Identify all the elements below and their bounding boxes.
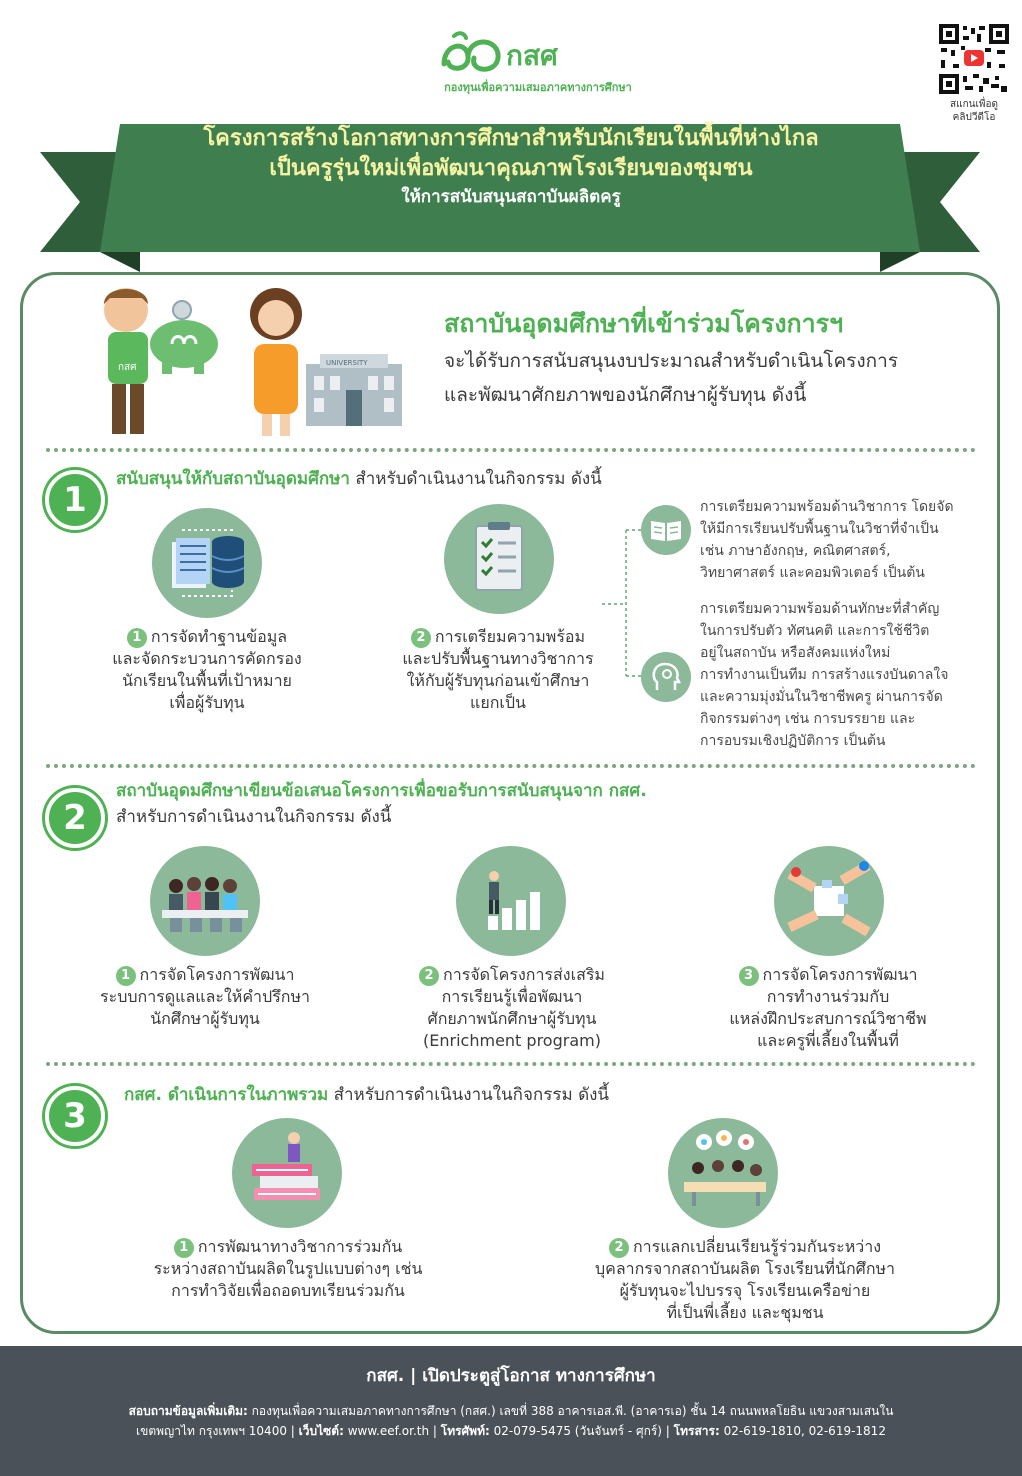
side-text-line: กิจกรรมต่างๆ เช่น การบรรยาย และ bbox=[700, 711, 916, 727]
section1-item1-caption bbox=[70, 626, 344, 714]
divider bbox=[46, 1062, 976, 1066]
intro-title: สถาบันอุดมศึกษาที่เข้าร่วมโครงการฯ bbox=[444, 309, 844, 338]
caption-line: แหล่งฝึกประสบการณ์วิชาชีพ bbox=[729, 1009, 927, 1028]
checklist-illustration bbox=[444, 504, 554, 614]
caption-line: เพื่อผู้รับทุน bbox=[169, 693, 245, 712]
fax-label: โทรสาร: bbox=[673, 1424, 720, 1438]
section1-number-badge: 1 bbox=[45, 470, 105, 530]
item-number-badge: 3 bbox=[739, 966, 759, 986]
group-discussion-icon bbox=[668, 1118, 778, 1228]
shirt-logo-label: กสศ bbox=[118, 362, 137, 373]
qr-code-icon[interactable] bbox=[939, 24, 1009, 94]
contact-text: กองทุนเพื่อความเสมอภาคทางการศึกษา (กสศ.) เลขที่ 388 อาคารเอส.พี. (อาคารเอ) ชั้น 14 ถนนพหลโยธิน แขวงสามเสนใน bbox=[247, 1404, 894, 1418]
caption-line: บุคลากรจากสถาบันผลิต โรงเรียนที่นักศึกษา bbox=[594, 1259, 896, 1278]
section2-item2-caption bbox=[380, 964, 644, 1052]
caption-line bbox=[108, 1236, 468, 1258]
caption-line: และจัดกระบวนการคัดกรอง bbox=[112, 649, 302, 668]
divider bbox=[46, 448, 976, 452]
footer-contact-line1 bbox=[30, 1402, 992, 1420]
caption-line: ศักยภาพนักศึกษาผู้รับทุน bbox=[427, 1009, 597, 1028]
caption-text: การจัดโครงการพัฒนา bbox=[762, 965, 918, 984]
caption-line: และครูพี่เลี้ยงในพื้นที่ bbox=[757, 1031, 899, 1050]
logo-subtitle: กองทุนเพื่อความเสมอภาคทางการศึกษา bbox=[444, 81, 632, 94]
item-number-badge: 2 bbox=[411, 628, 431, 648]
intro-body-line2: และพัฒนาศักยภาพของนักศึกษาผู้รับทุน ดังนี้ bbox=[444, 384, 807, 406]
clipboard-checklist-icon bbox=[444, 504, 554, 614]
caption-line: ระหว่างสถาบันผลิตในรูปแบบต่างๆ เช่น bbox=[153, 1259, 423, 1278]
side-text-line: ในการปรับตัว ทัศนคติ และการใช้ชีวิต bbox=[700, 623, 930, 639]
caption-line: การทำวิจัยเพื่อถอดบทเรียนร่วมกัน bbox=[171, 1281, 405, 1300]
qr-caption-line2: คลิปวีดีโอ bbox=[952, 112, 996, 123]
fax-text: 02-619-1810, 02-619-1812 bbox=[719, 1424, 886, 1438]
books-illustration bbox=[232, 1118, 342, 1228]
intro-body bbox=[444, 344, 1004, 412]
caption-line: ที่เป็นพี่เลี้ยง และชุมชน bbox=[666, 1303, 824, 1322]
caption-line: (Enrichment program) bbox=[423, 1031, 601, 1050]
section1-title-bold: สนับสนุนให้กับสถาบันอุดมศึกษา bbox=[116, 469, 350, 489]
section1-title bbox=[116, 466, 602, 492]
section2-title bbox=[116, 778, 647, 830]
caption-text: การจัดโครงการพัฒนา bbox=[139, 965, 295, 984]
item-number-badge: 1 bbox=[174, 1238, 194, 1258]
banner-text bbox=[120, 124, 902, 210]
logo-word: กสศ bbox=[506, 39, 558, 72]
building-label: UNIVERSITY bbox=[326, 359, 368, 367]
caption-line: นักเรียนในพื้นที่เป้าหมาย bbox=[122, 671, 292, 690]
caption-line: ระบบการดูแลและให้คำปรึกษา bbox=[100, 987, 310, 1006]
eef-logo-mark-icon bbox=[440, 30, 504, 76]
footer-title: กสศ. | เปิดประตูสู่โอกาส ทางการศึกษา bbox=[366, 1366, 656, 1386]
item-number-badge: 2 bbox=[419, 966, 439, 986]
banner-line1: โครงการสร้างโอกาสทางการศึกษาสำหรับนักเรียนในพื้นที่ห่างไกล bbox=[203, 126, 819, 151]
phone-label: โทรศัพท์: bbox=[440, 1424, 490, 1438]
section3-title-bold: กสศ. ดำเนินการในภาพรวม bbox=[124, 1085, 329, 1105]
phone-text: 02-079-5475 (วันจันทร์ - ศุกร์) | bbox=[489, 1424, 674, 1438]
caption-line: และปรับพื้นฐานทางวิชาการ bbox=[402, 649, 594, 668]
caption-line: นักศึกษาผู้รับทุน bbox=[150, 1009, 260, 1028]
puzzle-hands-icon bbox=[774, 846, 884, 956]
exchange-illustration bbox=[668, 1118, 778, 1228]
section2-number-badge: 2 bbox=[45, 788, 105, 848]
people-meeting-icon bbox=[150, 846, 260, 956]
banner-line3: ให้การสนับสนุนสถาบันผลิตครู bbox=[401, 187, 621, 207]
caption-text: การจัดทำฐานข้อมูล bbox=[150, 627, 288, 646]
database-icon bbox=[152, 508, 262, 618]
section1-item2-caption bbox=[360, 626, 636, 714]
banner-line2: เป็นครูรุ่นใหม่เพื่อพัฒนาคุณภาพโรงเรียนของชุมชน bbox=[269, 156, 753, 181]
footer-contact-line2 bbox=[30, 1422, 992, 1440]
caption-line: การเรียนรู้เพื่อพัฒนา bbox=[441, 987, 583, 1006]
side-text-line: ให้มีการเรียนปรับพื้นฐานในวิชาที่จำเป็น bbox=[700, 521, 939, 537]
eef-logo bbox=[440, 28, 640, 98]
qr-caption-line1: สแกนเพื่อดู bbox=[950, 99, 998, 110]
address-text: เขตพญาไท กรุงเทพฯ 10400 | bbox=[136, 1424, 299, 1438]
section2-title-line2: สำหรับการดำเนินงานในกิจกรรม ดังนี้ bbox=[116, 807, 392, 827]
caption-line bbox=[70, 626, 344, 648]
caption-line: การทำงานร่วมกับ bbox=[766, 987, 890, 1006]
footer bbox=[0, 1346, 1022, 1476]
website-link[interactable]: www.eef.or.th | bbox=[343, 1424, 441, 1438]
caption-line: ผู้รับทุนจะไปบรรจุ โรงเรียนเครือข่าย bbox=[619, 1281, 871, 1300]
intro-body-line1: จะได้รับการสนับสนุนงบประมาณสำหรับดำเนินโครงการ bbox=[444, 350, 899, 372]
teamwork-illustration bbox=[774, 846, 884, 956]
section3-number-badge: 3 bbox=[45, 1086, 105, 1146]
website-label: เว็บไซต์: bbox=[298, 1424, 344, 1438]
side-text-line: การเตรียมความพร้อมด้านวิชาการ โดยจัด bbox=[700, 499, 954, 515]
item-number-badge: 2 bbox=[609, 1238, 629, 1258]
caption-line bbox=[530, 1236, 960, 1258]
section1-side-text2 bbox=[700, 598, 1000, 752]
books-person-icon bbox=[232, 1118, 342, 1228]
section2-title-bold: สถาบันอุดมศึกษาเขียนข้อเสนอโครงการเพื่อขอรับการสนับสนุนจาก กสศ. bbox=[116, 781, 647, 801]
section2-item3-caption bbox=[696, 964, 960, 1052]
growth-illustration bbox=[456, 846, 566, 956]
side-text-line: การทำงานเป็นทีม การสร้างแรงบันดาลใจ bbox=[700, 667, 949, 683]
section2-item1-caption bbox=[70, 964, 340, 1030]
side-text-line: การอบรมเชิงปฏิบัติการ เป็นต้น bbox=[700, 733, 886, 749]
section3-title-rest: สำหรับการดำเนินงานในกิจกรรม ดังนี้ bbox=[328, 1085, 610, 1105]
caption-text: การพัฒนาทางวิชาการร่วมกัน bbox=[197, 1237, 403, 1256]
side-text-line: เช่น ภาษาอังกฤษ, คณิตศาสตร์, bbox=[700, 543, 891, 559]
side-text-line: การเตรียมความพร้อมด้านทักษะที่สำคัญ bbox=[700, 601, 940, 617]
side-text-line: อยู่ในสถาบัน หรือสังคมแห่งใหม่ bbox=[700, 645, 891, 661]
open-book-icon bbox=[641, 505, 691, 555]
caption-line: ให้กับผู้รับทุนก่อนเข้าศึกษา bbox=[406, 671, 590, 690]
section3-item1-caption bbox=[108, 1236, 468, 1302]
head-thinking-icon bbox=[641, 652, 691, 702]
side-text-line: และความมุ่งมั่นในวิชาชีพครู ผ่านการจัด bbox=[700, 689, 943, 705]
caption-text: การแลกเปลี่ยนเรียนรู้ร่วมกันระหว่าง bbox=[632, 1237, 882, 1256]
section3-title bbox=[124, 1082, 609, 1108]
caption-line bbox=[696, 964, 960, 986]
caption-line bbox=[380, 964, 644, 986]
divider bbox=[46, 764, 976, 768]
item-number-badge: 1 bbox=[127, 628, 147, 648]
section1-side-text1 bbox=[700, 496, 1000, 584]
caption-text: การจัดโครงการส่งเสริม bbox=[443, 965, 605, 984]
meeting-illustration bbox=[150, 846, 260, 956]
caption-line bbox=[70, 964, 340, 986]
intro-illustration bbox=[86, 280, 416, 440]
rising-bars-person-icon bbox=[456, 846, 566, 956]
item-number-badge: 1 bbox=[116, 966, 136, 986]
section1-title-rest: สำหรับดำเนินงานในกิจกรรม ดังนี้ bbox=[349, 469, 602, 489]
caption-text: การเตรียมความพร้อม bbox=[434, 627, 586, 646]
caption-line: แยกเป็น bbox=[470, 693, 526, 712]
section3-item2-caption bbox=[530, 1236, 960, 1324]
caption-line bbox=[360, 626, 636, 648]
database-illustration bbox=[152, 508, 262, 618]
side-text-line: วิทยาศาสตร์ และคอมพิวเตอร์ เป็นต้น bbox=[700, 565, 925, 581]
contact-label: สอบถามข้อมูลเพิ่มเติม: bbox=[128, 1404, 248, 1418]
